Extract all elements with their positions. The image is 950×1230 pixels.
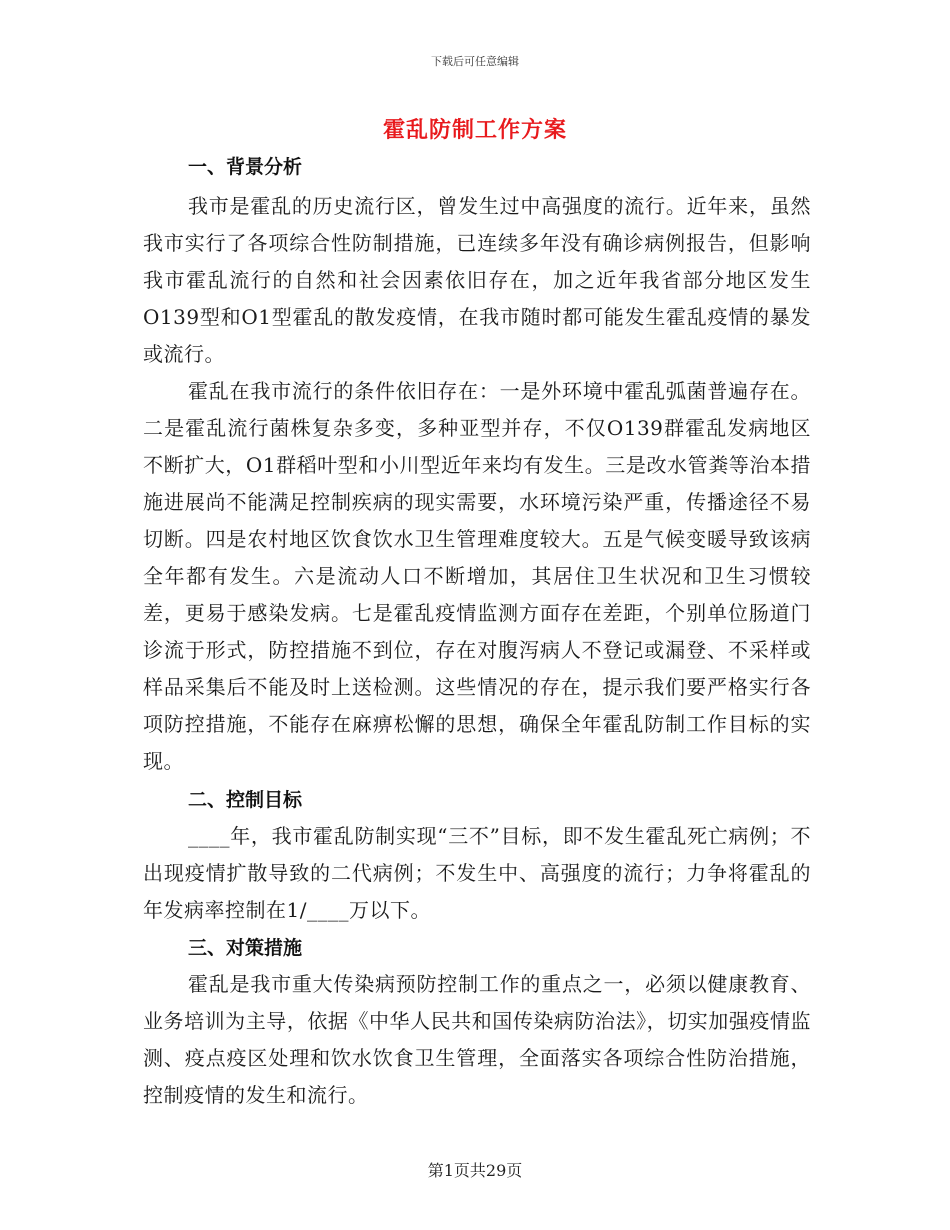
section-body-control-target [143,818,811,929]
page-number: 第1页共29页 [427,1161,523,1180]
section-body-measures [143,966,811,1114]
header-note: 下载后可任意编辑 [431,55,519,68]
section-body-background [143,188,811,780]
paragraph: 霍乱在我市流行的条件依旧存在：一是外环境中霍乱弧菌普遍存在。二是霍乱流行菌株复杂多变，多种亚型并存，不仅O139群霍乱发病地区不断扩大，O1群稻叶型和小川型近年来均有发生。三是改水管粪等治本措施进展尚不能满足控制疾病的现实需要，水环境污染严重，传播途径不易切断。四是农村地区饮食饮水卫生管理难度较大。五是气候变暖导致该病全年都有发生。六是流动人口不断增加，其居住卫生状况和卫生习惯较差，更易于感染发病。七是霍乱疫情监测方面存在差距，个别单位肠道门诊流于形式，防控措施不到位，存在对腹泻病人不登记或漏登、不采样或样品采集后不能及时上送检测。这些情况的存在，提示我们要严格实行各项防控措施，不能存在麻痹松懈的思想，确保全年霍乱防制工作目标的实现。 [143,379,811,773]
section-heading-background: 一、背景分析 [188,156,303,178]
document-title: 霍乱防制工作方案 [382,117,567,143]
paragraph: 我市是霍乱的历史流行区，曾发生过中高强度的流行。近年来，虽然我市实行了各项综合性防制措施，已连续多年没有确诊病例报告，但影响我市霍乱流行的自然和社会因素依旧存在，加之近年我省部分地区发生O139型和O1型霍乱的散发疫情，在我市随时都可能发生霍乱疫情的暴发或流行。 [143,194,811,366]
paragraph: ____年，我市霍乱防制实现“三不”目标，即不发生霍乱死亡病例；不出现疫情扩散导致的二代病例；不发生中、高强度的流行；力争将霍乱的年发病率控制在1/____万以下。 [143,824,811,922]
section-heading-measures: 三、对策措施 [188,937,303,959]
paragraph: 霍乱是我市重大传染病预防控制工作的重点之一，必须以健康教育、业务培训为主导，依据《中华人民共和国传染病防治法》，切实加强疫情监测、疫点疫区处理和饮水饮食卫生管理，全面落实各项综合性防治措施，控制疫情的发生和流行。 [143,972,811,1107]
section-heading-control-target: 二、控制目标 [188,789,303,811]
